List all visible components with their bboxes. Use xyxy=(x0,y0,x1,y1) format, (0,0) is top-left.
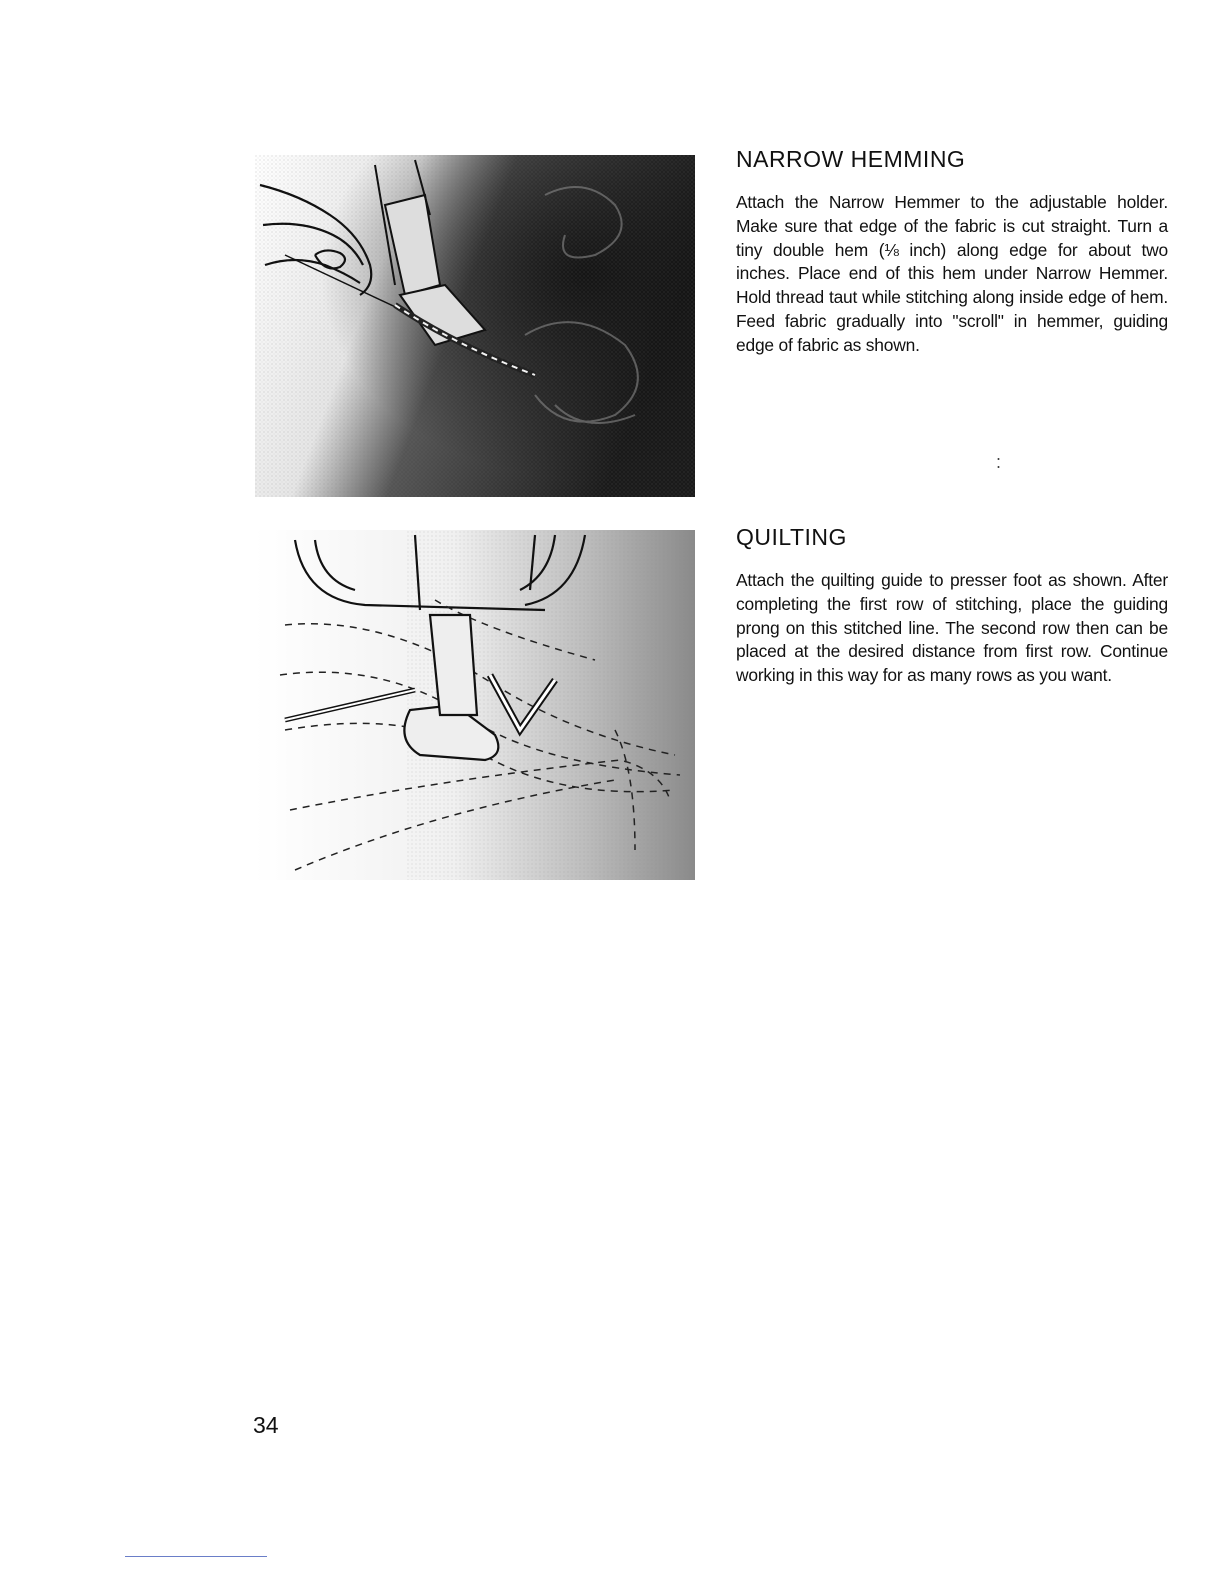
narrow-hemming-section xyxy=(736,146,1168,358)
quilting-guide-illustration xyxy=(255,530,695,880)
narrow-hemmer-illustration xyxy=(255,155,695,497)
quilting-instructions: Attach the quilting guide to presser foot as shown. After completing the first row of stitching, place the guiding prong on this stitched line. The second row then can be placed at the desired distance from first row. Continue working in this way for as many rows as you want. xyxy=(736,570,1168,686)
quilting-heading: QUILTING xyxy=(736,524,847,550)
narrow-hemming-heading: NARROW HEMMING xyxy=(736,146,966,172)
page-number: 34 xyxy=(253,1412,279,1438)
footer-rule xyxy=(125,1556,267,1557)
quilting-section xyxy=(736,524,1168,688)
scan-speck xyxy=(997,456,1000,468)
narrow-hemming-instructions: Attach the Narrow Hemmer to the adjustable holder. Make sure that edge of the fabric is cut straight. Turn a tiny double hem (⅛ inch) along edge for about two inches. Place end of this hem under Narrow Hemmer. Hold thread taut while stitching along inside edge of hem. Feed fabric gradually into "scroll" in hemmer, guiding edge of fabric as shown. xyxy=(736,192,1168,355)
